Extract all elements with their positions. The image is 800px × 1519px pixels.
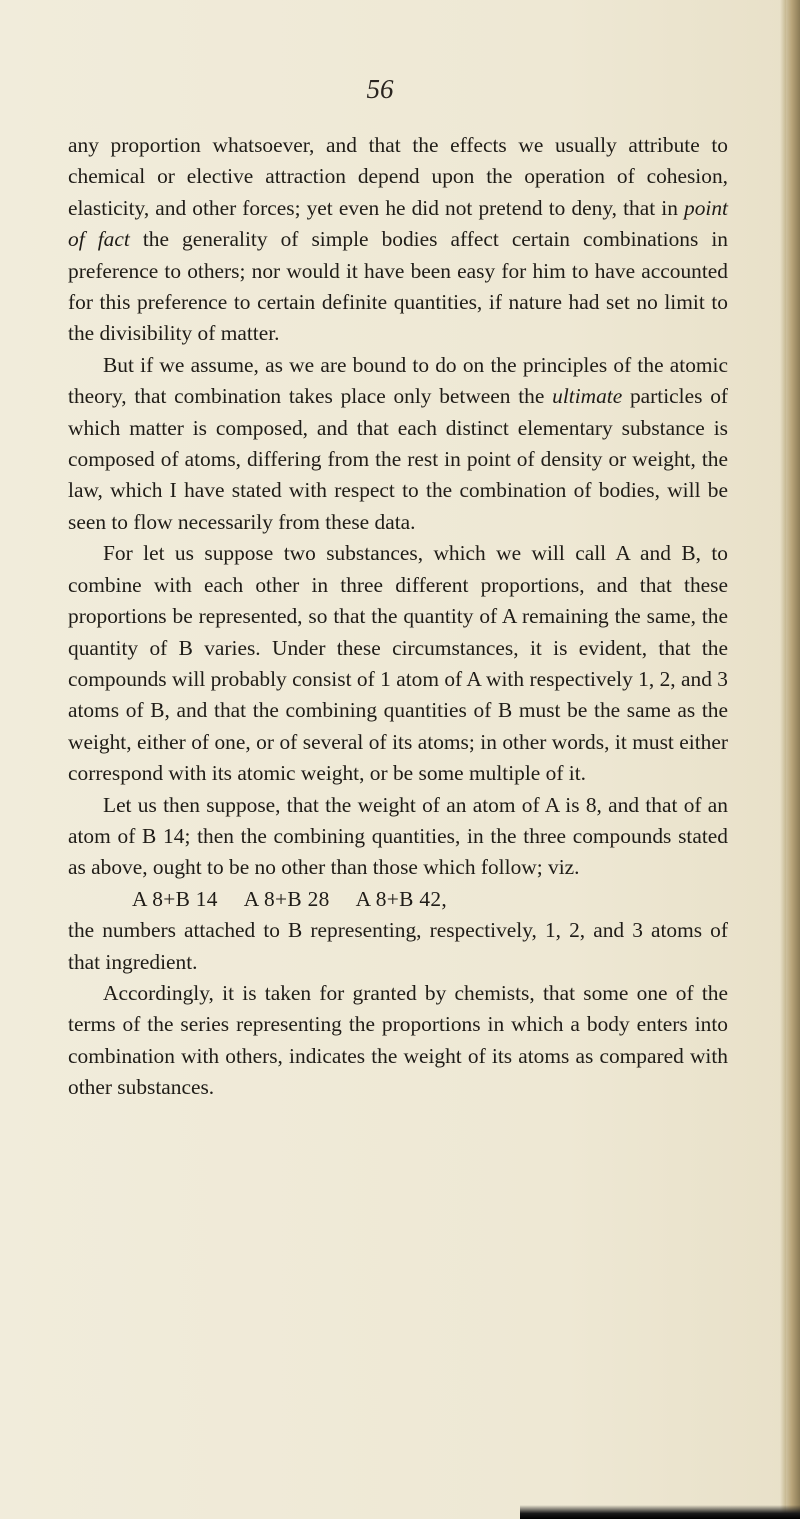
page-number: 56 — [366, 74, 394, 104]
paragraph-2 — [68, 350, 728, 538]
formula-term-1: A 8+B 14 — [132, 886, 218, 911]
paragraph-2-text-b: particles of which matter is composed, and that each distinct elementary substance is composed of atoms, differing from the rest in point of density or weight, the law, which I have stated with respect to the combination of bodies, will be seen to flow necessarily from these data. — [68, 384, 729, 534]
paragraph-3: For let us suppose two substances, which we will call A and B, to combine with each other in three different proportions, and that these proportions be represented, so that the quantity of A remaining the same, the quantity of B varies. Under these circumstances, it is evident, that the compounds will probably consist of 1 atom of A with respectively 1, 2, and 3 atoms of B, and that the combining quantities of B must be the same as the weight, either of one, or of several of its atoms; in other words, it must either correspond with its atomic weight, or be some multiple of it. — [68, 541, 728, 786]
paragraph-1-text-b: the generality of simple bodies affect certain combinations in preference to others; nor would it have been easy for him to have accounted for this preference to certain definite quantities, if nature had set no limit to the divisibility of matter. — [68, 227, 729, 346]
paragraph-5: the numbers attached to B representing, respectively, 1, 2, and 3 atoms of that ingredient. — [68, 918, 728, 974]
paragraph-1-italic: point of fact — [68, 195, 728, 252]
paragraph-2-text-a: But if we assume, as we are bound to do on the principles of the atomic theory, that combination takes place only between the — [68, 352, 728, 409]
paragraph-2-italic: ultimate — [552, 384, 623, 409]
paragraph-1-text-a: any proportion whatsoever, and that the effects we usually attribute to chemical or elective attraction depend upon the operation of cohesion, elasticity, and other forces; yet even he did not pretend to deny, that in — [68, 133, 728, 220]
formula-term-2: A 8+B 28 — [243, 886, 330, 911]
paragraph-1 — [68, 130, 728, 350]
paragraph-4: Let us then suppose, that the weight of an atom of A is 8, and that of an atom of B 14; then the combining quantities, in the three compounds stated as above, ought to be no other than those which follow; viz. — [68, 792, 728, 880]
combination-formula — [68, 884, 728, 915]
page-bottom-shadow — [520, 1505, 800, 1519]
page-binding-edge — [786, 0, 800, 1519]
body-text — [68, 130, 728, 1104]
formula-term-3: A 8+B 42, — [355, 886, 447, 911]
paragraph-6: Accordingly, it is taken for granted by chemists, that some one of the terms of the series representing the proportions in which a body enters into combination with others, indicates the weight of its atoms as compared with other substances. — [68, 980, 728, 1100]
